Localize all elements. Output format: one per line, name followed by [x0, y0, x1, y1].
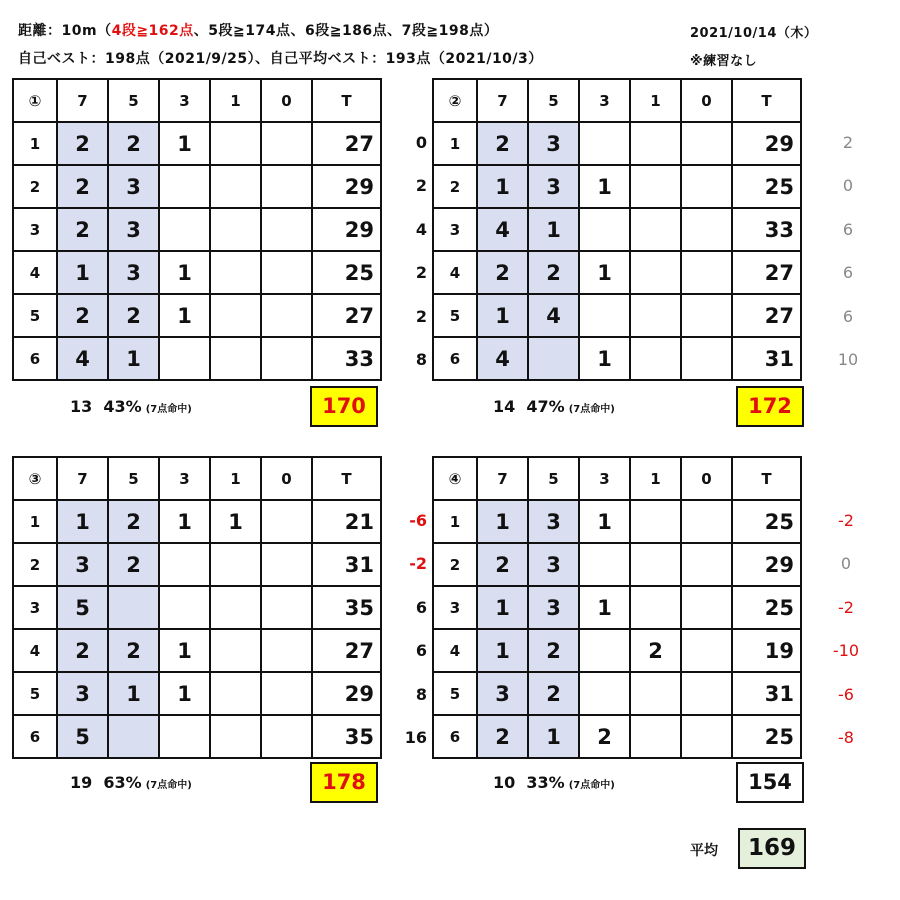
hit-rate: 63% — [103, 773, 142, 792]
diff-value: -6 — [409, 511, 427, 530]
round-1-scorecard — [12, 78, 382, 381]
end-number: 6 — [13, 715, 57, 758]
end-number: 6 — [433, 337, 477, 380]
left-diff: 4 — [415, 220, 427, 239]
round-3-scorecard — [12, 456, 382, 759]
col-header: 7 — [57, 79, 108, 122]
count-0 — [681, 672, 732, 715]
end-total: 35 — [312, 715, 381, 758]
end-total: 31 — [732, 337, 801, 380]
end-total: 27 — [312, 629, 381, 672]
end-number: 6 — [433, 715, 477, 758]
round-2-scorecard — [432, 78, 802, 381]
count-7: 3 — [57, 672, 108, 715]
count-1 — [210, 629, 261, 672]
round-3-stats — [70, 773, 192, 792]
count-3: 1 — [159, 294, 210, 337]
round-1-sum: 170 — [310, 386, 378, 427]
hit-note: (7点命中) — [145, 404, 192, 415]
count-5: 2 — [528, 672, 579, 715]
end-total: 27 — [732, 251, 801, 294]
left-diff: 2 — [415, 263, 427, 282]
count-1 — [210, 543, 261, 586]
count-5: 3 — [528, 586, 579, 629]
count-5 — [108, 715, 159, 758]
count-7: 1 — [477, 586, 528, 629]
count-0 — [681, 586, 732, 629]
count-1 — [630, 251, 681, 294]
end-number: 5 — [433, 294, 477, 337]
count-5: 3 — [108, 251, 159, 294]
end-total: 29 — [732, 122, 801, 165]
hit-count: 10 — [493, 773, 516, 792]
count-5: 1 — [528, 715, 579, 758]
round-label: ① — [13, 79, 57, 122]
end-number: 2 — [433, 543, 477, 586]
count-1 — [210, 294, 261, 337]
count-3: 1 — [159, 122, 210, 165]
count-5: 2 — [528, 629, 579, 672]
count-0 — [681, 122, 732, 165]
diff-value: 16 — [404, 728, 427, 747]
end-total: 25 — [732, 586, 801, 629]
end-number: 4 — [433, 629, 477, 672]
average-label: 平均 — [690, 843, 718, 859]
count-5: 3 — [528, 165, 579, 208]
count-5: 2 — [108, 122, 159, 165]
count-3 — [579, 122, 630, 165]
count-1 — [210, 165, 261, 208]
col-header: 5 — [528, 79, 579, 122]
diff-value: -2 — [409, 554, 427, 573]
col-header: 3 — [159, 79, 210, 122]
right-diff: -2 — [838, 598, 854, 617]
count-7: 1 — [477, 500, 528, 543]
end-total: 21 — [312, 500, 381, 543]
table-row — [13, 543, 381, 586]
count-7: 2 — [57, 294, 108, 337]
col-header: 5 — [108, 457, 159, 500]
count-0 — [261, 122, 312, 165]
round-label: ② — [433, 79, 477, 122]
count-3 — [579, 629, 630, 672]
count-3 — [579, 208, 630, 251]
right-diff: 0 — [842, 176, 854, 195]
table-row — [433, 122, 801, 165]
personal-best: 自己ベスト：198点（2021/9/25）、自己平均ベスト：193点（2021/10/3） — [18, 51, 543, 67]
end-total: 33 — [732, 208, 801, 251]
end-number: 4 — [13, 629, 57, 672]
count-3: 2 — [579, 715, 630, 758]
range-info — [18, 20, 498, 40]
count-0 — [681, 208, 732, 251]
count-1 — [630, 337, 681, 380]
count-3: 1 — [159, 251, 210, 294]
end-total: 25 — [312, 251, 381, 294]
count-7: 1 — [57, 500, 108, 543]
count-3 — [579, 543, 630, 586]
count-1 — [210, 208, 261, 251]
count-0 — [261, 500, 312, 543]
count-7: 1 — [57, 251, 108, 294]
round-4-sum: 154 — [736, 762, 804, 803]
count-5: 4 — [528, 294, 579, 337]
count-7: 4 — [57, 337, 108, 380]
end-total: 25 — [732, 715, 801, 758]
average-value: 169 — [738, 828, 806, 869]
count-1 — [210, 337, 261, 380]
count-3: 1 — [579, 165, 630, 208]
count-5: 3 — [528, 500, 579, 543]
table-row — [433, 337, 801, 380]
count-0 — [261, 629, 312, 672]
right-diff: 6 — [842, 220, 854, 239]
col-header: 7 — [477, 457, 528, 500]
dan4-threshold: 4段≧162点 — [111, 23, 194, 39]
count-3: 1 — [579, 500, 630, 543]
round-4-stats — [493, 773, 615, 792]
table-row — [13, 629, 381, 672]
col-header: 3 — [159, 457, 210, 500]
count-7: 3 — [57, 543, 108, 586]
count-3: 1 — [159, 500, 210, 543]
session-date: 2021/10/14（木） — [690, 26, 818, 41]
right-diff: 10 — [837, 350, 859, 369]
table-row — [13, 165, 381, 208]
count-0 — [681, 629, 732, 672]
end-number: 3 — [433, 586, 477, 629]
end-total: 19 — [732, 629, 801, 672]
right-diff: 2 — [842, 133, 854, 152]
count-1 — [210, 122, 261, 165]
count-3: 1 — [579, 251, 630, 294]
end-number: 3 — [433, 208, 477, 251]
count-0 — [681, 715, 732, 758]
end-total: 29 — [312, 165, 381, 208]
table-row — [433, 715, 801, 758]
count-1 — [630, 500, 681, 543]
col-header: 5 — [528, 457, 579, 500]
table-row — [13, 337, 381, 380]
dan-thresholds: 、5段≧174点、6段≧186点、7段≧198点） — [193, 23, 499, 39]
count-1: 1 — [210, 500, 261, 543]
table-row — [433, 629, 801, 672]
count-7: 1 — [477, 165, 528, 208]
hit-rate: 33% — [526, 773, 565, 792]
count-1: 2 — [630, 629, 681, 672]
count-5: 3 — [108, 208, 159, 251]
count-5 — [108, 586, 159, 629]
count-7: 2 — [57, 165, 108, 208]
count-0 — [681, 543, 732, 586]
round-3-sum: 178 — [310, 762, 378, 803]
count-5: 2 — [108, 543, 159, 586]
table-row — [13, 208, 381, 251]
col-header: 0 — [681, 79, 732, 122]
table-row — [13, 715, 381, 758]
count-3 — [159, 543, 210, 586]
end-number: 1 — [13, 122, 57, 165]
count-7: 4 — [477, 337, 528, 380]
count-0 — [261, 586, 312, 629]
count-5: 2 — [108, 294, 159, 337]
count-0 — [261, 251, 312, 294]
table-row — [433, 500, 801, 543]
table-row — [13, 500, 381, 543]
end-total: 27 — [312, 122, 381, 165]
count-1 — [210, 715, 261, 758]
end-number: 6 — [13, 337, 57, 380]
round-label: ④ — [433, 457, 477, 500]
right-diff: 0 — [840, 554, 852, 573]
col-header-total: T — [732, 457, 801, 500]
count-1 — [630, 586, 681, 629]
table-row — [13, 586, 381, 629]
count-3 — [159, 715, 210, 758]
count-7: 2 — [57, 122, 108, 165]
count-5: 3 — [108, 165, 159, 208]
end-total: 31 — [732, 672, 801, 715]
end-number: 1 — [433, 122, 477, 165]
count-3 — [159, 586, 210, 629]
count-3: 1 — [159, 629, 210, 672]
col-header: 3 — [579, 457, 630, 500]
col-header: 3 — [579, 79, 630, 122]
col-header: 1 — [630, 457, 681, 500]
round-label: ③ — [13, 457, 57, 500]
table-row — [433, 208, 801, 251]
hit-rate: 47% — [526, 397, 565, 416]
col-header: 1 — [210, 79, 261, 122]
count-3 — [579, 672, 630, 715]
count-7: 1 — [477, 294, 528, 337]
count-0 — [261, 208, 312, 251]
hit-count: 19 — [70, 773, 93, 792]
count-3: 1 — [159, 672, 210, 715]
count-0 — [261, 337, 312, 380]
end-total: 29 — [732, 543, 801, 586]
count-5: 2 — [108, 500, 159, 543]
col-header: 5 — [108, 79, 159, 122]
count-0 — [261, 672, 312, 715]
round-4-scorecard — [432, 456, 802, 759]
count-1 — [630, 672, 681, 715]
end-number: 1 — [13, 500, 57, 543]
end-number: 3 — [13, 586, 57, 629]
table-row — [13, 294, 381, 337]
right-diff: 6 — [842, 307, 854, 326]
right-diff: -10 — [832, 641, 860, 660]
end-total: 35 — [312, 586, 381, 629]
practice-note: ※練習なし — [690, 54, 758, 69]
end-number: 5 — [13, 672, 57, 715]
table-row — [13, 672, 381, 715]
count-5: 1 — [108, 337, 159, 380]
right-diff: 6 — [842, 263, 854, 282]
end-total: 27 — [312, 294, 381, 337]
end-number: 3 — [13, 208, 57, 251]
count-5: 2 — [108, 629, 159, 672]
right-diff: -8 — [838, 728, 854, 747]
count-7: 2 — [477, 122, 528, 165]
count-7: 3 — [477, 672, 528, 715]
count-3: 1 — [579, 337, 630, 380]
end-total: 31 — [312, 543, 381, 586]
count-0 — [261, 165, 312, 208]
round-1-stats — [70, 397, 192, 416]
col-header: 7 — [57, 457, 108, 500]
table-row — [433, 165, 801, 208]
count-7: 5 — [57, 715, 108, 758]
left-diff: 2 — [415, 176, 427, 195]
col-header: 7 — [477, 79, 528, 122]
count-7: 1 — [477, 629, 528, 672]
left-diff: 0 — [415, 133, 427, 152]
count-1 — [630, 294, 681, 337]
count-1 — [210, 251, 261, 294]
table-row — [433, 251, 801, 294]
hit-count: 14 — [493, 397, 516, 416]
count-1 — [630, 715, 681, 758]
end-total: 29 — [312, 672, 381, 715]
count-3 — [579, 294, 630, 337]
end-total: 25 — [732, 500, 801, 543]
count-7: 2 — [477, 715, 528, 758]
right-diff: -6 — [838, 685, 854, 704]
col-header: 0 — [681, 457, 732, 500]
end-number: 1 — [433, 500, 477, 543]
col-header-total: T — [732, 79, 801, 122]
left-diff: 2 — [415, 307, 427, 326]
end-total: 25 — [732, 165, 801, 208]
count-5: 1 — [108, 672, 159, 715]
end-number: 4 — [13, 251, 57, 294]
distance-text: 距離：10m（ — [18, 23, 112, 39]
count-1 — [630, 543, 681, 586]
table-row — [433, 294, 801, 337]
count-3 — [159, 208, 210, 251]
count-5: 3 — [528, 543, 579, 586]
table-row — [433, 543, 801, 586]
hit-count: 13 — [70, 397, 93, 416]
count-7: 2 — [57, 208, 108, 251]
left-diff: 8 — [415, 350, 427, 369]
count-7: 5 — [57, 586, 108, 629]
count-3 — [159, 337, 210, 380]
end-total: 33 — [312, 337, 381, 380]
table-row — [433, 586, 801, 629]
end-number: 4 — [433, 251, 477, 294]
count-7: 2 — [477, 251, 528, 294]
col-header: 1 — [210, 457, 261, 500]
end-total: 27 — [732, 294, 801, 337]
end-number: 2 — [13, 165, 57, 208]
hit-note: (7点命中) — [568, 404, 615, 415]
count-0 — [681, 165, 732, 208]
hit-rate: 43% — [103, 397, 142, 416]
count-1 — [210, 672, 261, 715]
col-header: 0 — [261, 79, 312, 122]
count-1 — [630, 165, 681, 208]
count-0 — [261, 294, 312, 337]
count-1 — [630, 208, 681, 251]
end-number: 2 — [13, 543, 57, 586]
table-row — [433, 672, 801, 715]
round-2-sum: 172 — [736, 386, 804, 427]
round-2-stats — [493, 397, 615, 416]
col-header: 0 — [261, 457, 312, 500]
count-5: 2 — [528, 251, 579, 294]
count-5: 3 — [528, 122, 579, 165]
diff-value: 8 — [415, 685, 427, 704]
count-0 — [681, 500, 732, 543]
count-1 — [210, 586, 261, 629]
col-header-total: T — [312, 457, 381, 500]
count-0 — [681, 337, 732, 380]
count-0 — [681, 251, 732, 294]
table-row — [13, 251, 381, 294]
count-1 — [630, 122, 681, 165]
end-number: 2 — [433, 165, 477, 208]
diff-value: 6 — [415, 641, 427, 660]
count-0 — [261, 543, 312, 586]
count-5: 1 — [528, 208, 579, 251]
count-3 — [159, 165, 210, 208]
table-row — [13, 122, 381, 165]
count-7: 4 — [477, 208, 528, 251]
count-0 — [681, 294, 732, 337]
hit-note: (7点命中) — [568, 780, 615, 791]
count-0 — [261, 715, 312, 758]
count-7: 2 — [57, 629, 108, 672]
hit-note: (7点命中) — [145, 780, 192, 791]
end-number: 5 — [433, 672, 477, 715]
right-diff: -2 — [838, 511, 854, 530]
count-7: 2 — [477, 543, 528, 586]
col-header-total: T — [312, 79, 381, 122]
count-5 — [528, 337, 579, 380]
end-number: 5 — [13, 294, 57, 337]
col-header: 1 — [630, 79, 681, 122]
end-total: 29 — [312, 208, 381, 251]
count-3: 1 — [579, 586, 630, 629]
diff-value: 6 — [415, 598, 427, 617]
